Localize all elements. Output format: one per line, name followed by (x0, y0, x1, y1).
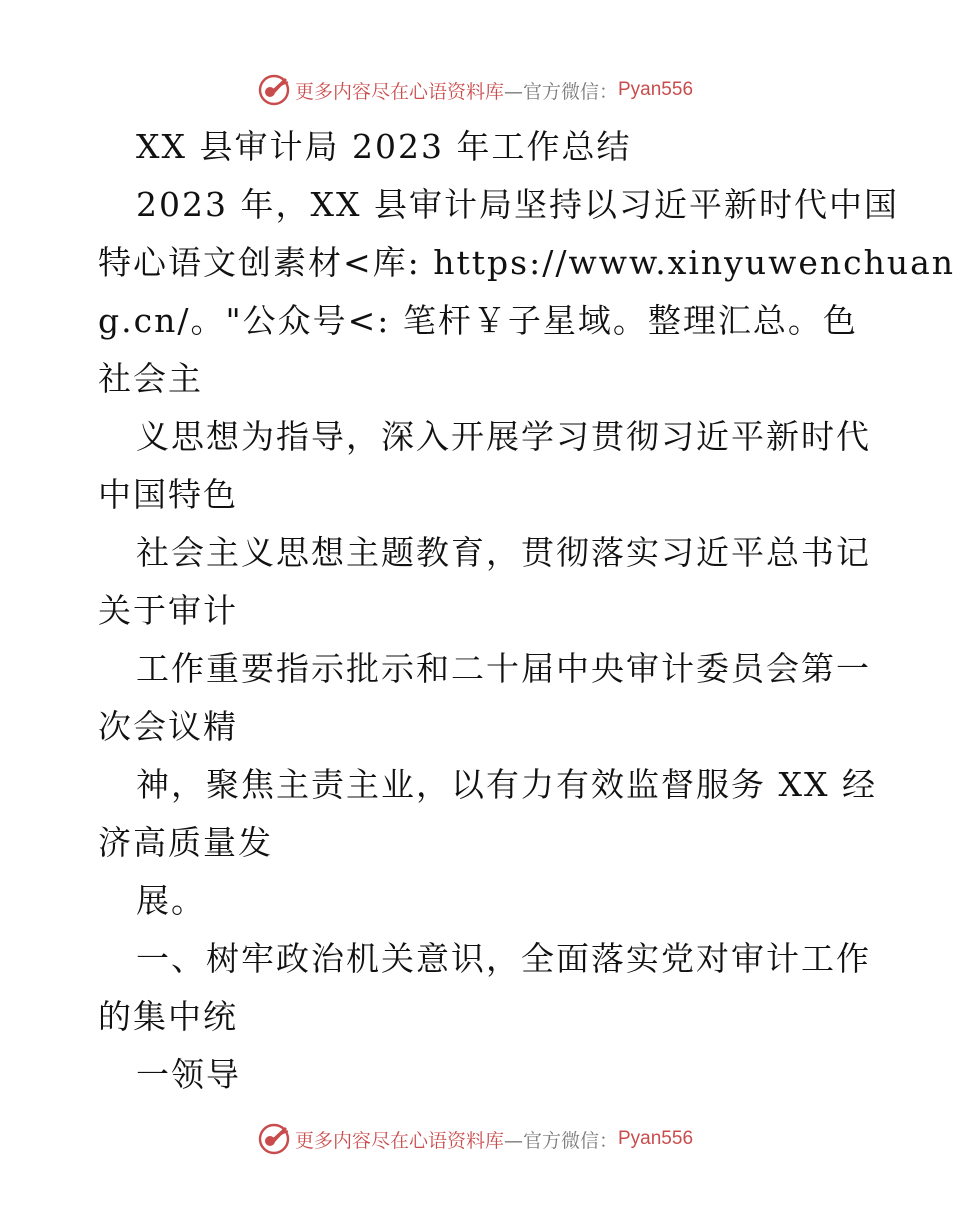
document-line: 次会议精 (98, 707, 238, 746)
document-line: 2023 年，XX 县审计局坚持以习近平新时代中国 (136, 185, 899, 224)
document-line: 社会主 (98, 359, 203, 398)
quill-logo-icon (257, 73, 291, 107)
document-line: 神，聚焦主责主业，以有力有效监督服务 XX 经 (136, 765, 877, 804)
footer-banner (0, 1121, 950, 1157)
banner-main-text: 更多内容尽在心语资料库 (294, 1129, 504, 1152)
banner-wechat-id: Pyan556 (618, 79, 694, 100)
banner-official-text: —官方微信： (503, 80, 618, 103)
document-line: 特心语文创素材<库: https://www.xinyuwenchuan (98, 243, 955, 282)
document-line: 工作重要指示批示和二十届中央审计委员会第一 (136, 649, 871, 688)
document-line: 一、树牢政治机关意识，全面落实党对审计工作 (136, 939, 871, 978)
banner-official-text: —官方微信： (503, 1129, 618, 1152)
document-line: 义思想为指导，深入开展学习贯彻习近平新时代 (136, 417, 871, 456)
document-line: 济高质量发 (98, 823, 273, 862)
document-line: 的集中统 (98, 997, 238, 1036)
document-line: 中国特色 (98, 475, 238, 514)
document-line: 社会主义思想主题教育，贯彻落实习近平总书记 (136, 533, 871, 572)
header-banner (0, 72, 950, 108)
document-line: g.cn/。"公众号<: 笔杆￥子星域。整理汇总。色 (98, 301, 858, 340)
document-title: XX 县审计局 2023 年工作总结 (136, 127, 632, 166)
quill-logo-icon (257, 1122, 291, 1156)
document-body (98, 118, 955, 1104)
banner-main-text: 更多内容尽在心语资料库 (294, 80, 504, 103)
document-line: 关于审计 (98, 591, 238, 630)
document-line: 一领导 (136, 1055, 241, 1094)
banner-wechat-id: Pyan556 (618, 1128, 694, 1149)
document-line: 展。 (136, 881, 206, 920)
